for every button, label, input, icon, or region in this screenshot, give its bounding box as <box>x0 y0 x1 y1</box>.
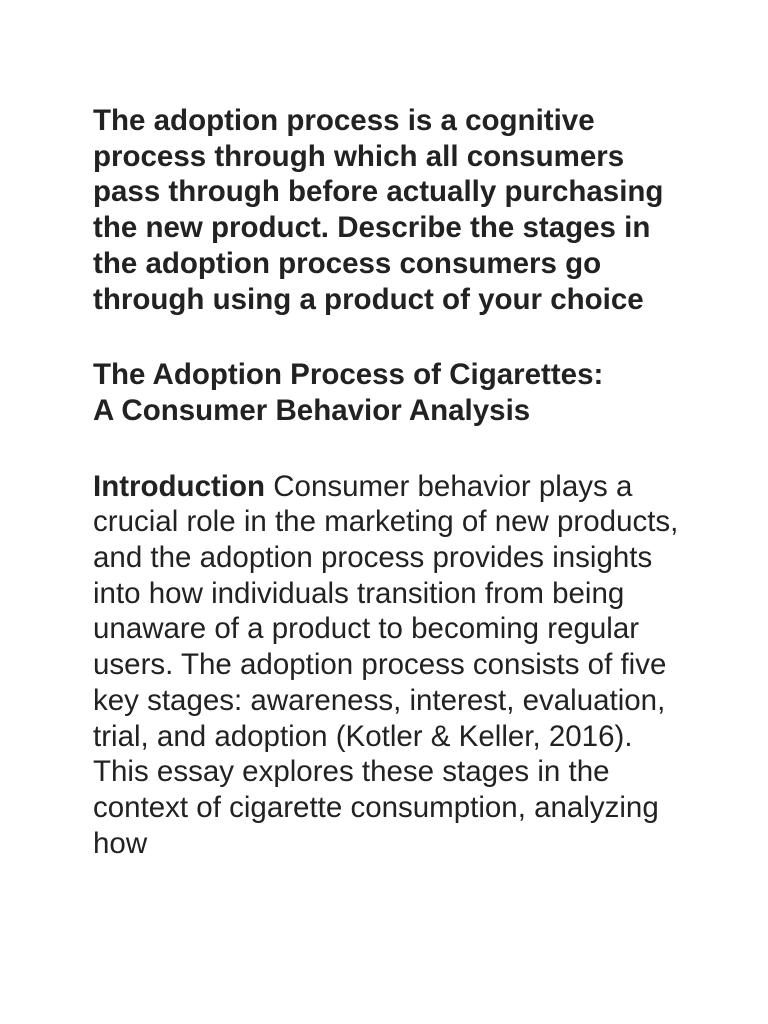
essay-title-line-1: The Adoption Process of Cigarettes: <box>93 358 604 392</box>
essay-title-line-2: A Consumer Behavior Analysis <box>93 393 531 427</box>
essay-title <box>93 357 693 428</box>
introduction-text: Consumer behavior plays a crucial role in the marketing of new products, and the adoption process provides insights into how individuals transition from being unaware of a product to becoming regular users. The adoption process consists of five key stages: awareness, interest, evaluation, trial, and adoption (Kotler & Keller, 2016). This essay explores these stages in the context of cigarette consumption, analyzing how <box>93 469 679 860</box>
introduction-heading: Introduction <box>93 469 266 503</box>
question-prompt: The adoption process is a cognitive process through which all consumers pass through before actually purchasing the new product. Describe the stages in the adoption process consumers go through using a product of your choice <box>93 104 664 316</box>
introduction-paragraph <box>93 469 693 862</box>
document-page <box>93 103 693 861</box>
